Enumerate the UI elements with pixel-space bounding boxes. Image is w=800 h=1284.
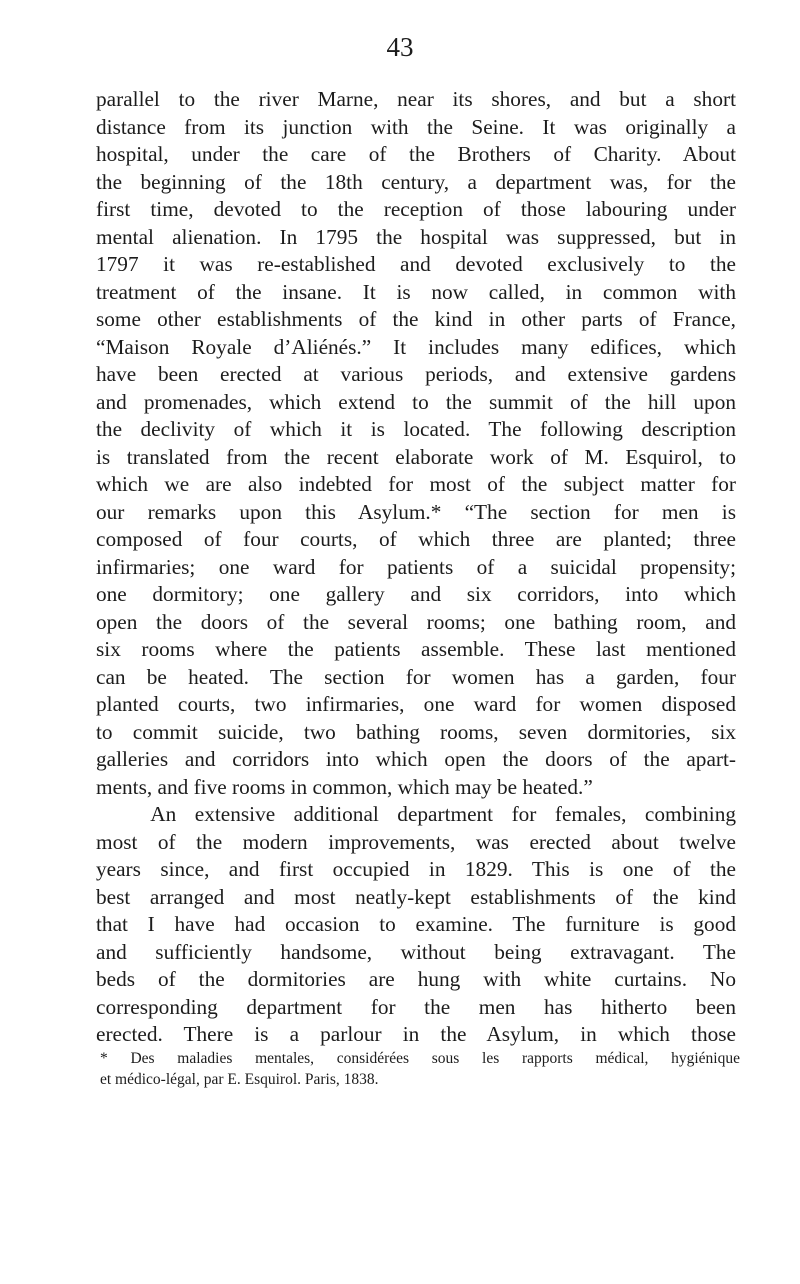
- text-line: “Maison Royale d’Aliénés.” It includes many edifices, which: [96, 334, 736, 359]
- text-line: planted courts, two infirmaries, one ward for women disposed: [96, 692, 736, 716]
- text-line: one dormitory; one gallery and six corridors, into which: [96, 582, 736, 606]
- text-line: can be heated. The section for women has a garden, four: [96, 664, 736, 689]
- text-line: to commit suicide, two bathing rooms, seven dormitories, six: [96, 719, 736, 744]
- body-text: [96, 86, 736, 1049]
- text-line: treatment of the insane. It is now called, in common with: [96, 279, 736, 304]
- text-line: open the doors of the several rooms; one bathing room, and: [96, 609, 736, 634]
- footnote-line: * Des maladies mentales, considérées sous les rapports médical, hygiénique: [100, 1050, 740, 1067]
- text-line: and sufficiently handsome, without being extravagant. The: [96, 939, 736, 964]
- text-line: years since, and first occupied in 1829. This is one of the: [96, 857, 736, 881]
- text-line: mental alienation. In 1795 the hospital was suppressed, but in: [96, 224, 736, 249]
- text-line: beds of the dormitories are hung with white curtains. No: [96, 967, 736, 991]
- page-number: 43: [386, 32, 414, 62]
- paragraph-start-line: An extensive additional department for females, combining: [96, 802, 736, 826]
- text-line: first time, devoted to the reception of those labouring under: [96, 197, 736, 221]
- text-line: our remarks upon this Asylum.* “The section for men is: [96, 499, 736, 524]
- text-line: which we are also indebted for most of the subject matter for: [96, 472, 736, 496]
- text-line: infirmaries; one ward for patients of a suicidal propensity;: [96, 554, 736, 579]
- text-line: best arranged and most neatly-kept establishments of the kind: [96, 884, 736, 909]
- text-line: have been erected at various periods, and extensive gardens: [96, 362, 736, 386]
- text-line: corresponding department for the men has hitherto been: [96, 994, 736, 1019]
- text-line: is translated from the recent elaborate work of M. Esquirol, to: [96, 444, 736, 469]
- text-line: hospital, under the care of the Brothers of Charity. About: [96, 142, 736, 166]
- text-line: six rooms where the patients assemble. These last mentioned: [96, 637, 736, 661]
- text-line: parallel to the river Marne, near its shores, and but a short: [96, 87, 736, 111]
- footnote-line: et médico-légal, par E. Esquirol. Paris, 1838.: [100, 1071, 379, 1088]
- text-line: 1797 it was re-established and devoted exclusively to the: [96, 252, 736, 276]
- text-line: the declivity of which it is located. The following description: [96, 417, 736, 441]
- paragraph-end-line: ments, and five rooms in common, which may be heated.”: [96, 774, 593, 799]
- text-line: and promenades, which extend to the summit of the hill upon: [96, 389, 736, 414]
- text-line: erected. There is a parlour in the Asylum, in which those: [96, 1022, 736, 1046]
- text-line: some other establishments of the kind in other parts of France,: [96, 307, 736, 331]
- text-line: the beginning of the 18th century, a department was, for the: [96, 169, 736, 194]
- text-line: that I have had occasion to examine. The furniture is good: [96, 912, 736, 936]
- text-line: composed of four courts, of which three are planted; three: [96, 527, 736, 551]
- text-line: most of the modern improvements, was erected about twelve: [96, 829, 736, 854]
- text-line: distance from its junction with the Seine. It was originally a: [96, 114, 736, 139]
- footnote: [100, 1048, 740, 1090]
- text-line: galleries and corridors into which open the doors of the apart-: [96, 747, 736, 771]
